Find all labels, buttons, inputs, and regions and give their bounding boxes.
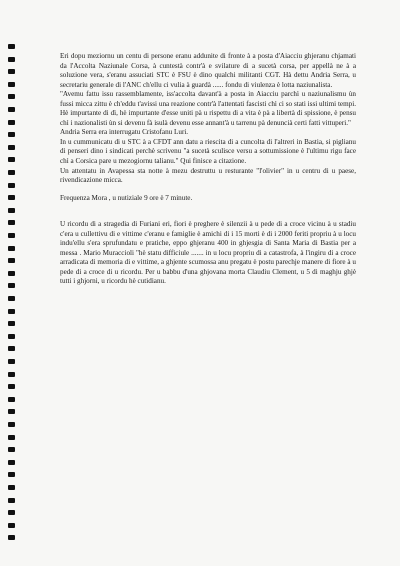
binding-hole [8, 334, 15, 339]
binding-hole [8, 258, 15, 263]
page-text-body [60, 52, 356, 287]
binding-hole [8, 94, 15, 99]
binding-hole [8, 346, 15, 351]
binding-hole [8, 485, 15, 490]
binding-hole [8, 246, 15, 251]
binding-hole [8, 397, 15, 402]
binding-hole [8, 409, 15, 414]
binding-hole [8, 447, 15, 452]
binding-hole [8, 208, 15, 213]
binding-hole [8, 460, 15, 465]
binding-hole [8, 283, 15, 288]
binding-hole [8, 296, 15, 301]
binding-hole [8, 44, 15, 49]
binding-hole [8, 523, 15, 528]
binding-hole [8, 498, 15, 503]
binding-hole [8, 145, 15, 150]
binding-hole [8, 472, 15, 477]
binding-hole [8, 422, 15, 427]
binding-hole [8, 220, 15, 225]
binding-hole [8, 359, 15, 364]
binding-hole [8, 57, 15, 62]
paragraph-news-bulletin: Frequenza Mora , u nutiziale 9 ore è 7 minute. [60, 193, 193, 202]
binding-hole [8, 384, 15, 389]
paragraph-attentat: Un attentatu in Avapessa sta notte à mezu destruttu u resturante "l'olivier" in u centru di u paese, rivendicazione micca. [60, 166, 356, 185]
binding-hole [8, 82, 15, 87]
paragraph-intro: Eri dopu meziornu un centu di persone eranu addunite di fronte à a posta d'Aiacciu ghjeranu chjamati da l'Accolta Naziunale Corsa, à cuntestà contr'à e svilature di a sucetà corsa, per appellà ne à a soluzione vera, s'eranu assuciati STC è FSU è dino qualchi militanti CGT. Hà dettu Andria Serra, u secretariu generale di l'ANC ch'ellu ci vulia à guardà ...... fondu di viulenza è lotta naziunalista. [60, 52, 356, 89]
binding-hole [8, 120, 15, 125]
binding-hole [8, 435, 15, 440]
binding-hole [8, 535, 15, 540]
binding-hole [8, 271, 15, 276]
binding-hole [8, 309, 15, 314]
binding-hole [8, 510, 15, 515]
binding-hole [8, 195, 15, 200]
binding-hole [8, 69, 15, 74]
binding-hole [8, 183, 15, 188]
paragraph-attribution: Andria Serra era interrugatu Cristofanu Luri. [60, 128, 189, 137]
paragraph-gap [60, 186, 356, 194]
binding-hole [8, 157, 15, 162]
binding-hole [8, 321, 15, 326]
binding-hole [8, 233, 15, 238]
paragraph-quote: "Avemu fattu issu rassemblamente, iss'accolta davant'à a posta in Aiacciu parchì u naziunalismu ùn fussi micca zittu è ch'eddu t'avissi una reazione contr'à l'attentati fascisti chì ci so stati issi ultimi tempi. Hè impurtante di dì, hè impurtante d'esse uniti pà u rispettu di a vita è pà a libertà di spissione, è pensu chì i nazionalisti ùn si devenu fà isulà devenu esse annant'à u tarrenu pà denuncià certi fatti vittuperi." [60, 90, 356, 127]
binding-hole [8, 170, 15, 175]
paragraph-furiani: U ricordu di a stragedia di Furiani eri, fiori è preghere è silenzii à u pede di a croce vicinu à u stadiu c'era u cullettivu di e vittime c'eranu e famiglie è amichi di i 15 morti è di i 2000 feriti propriu à u locu indu'ellu s'era sprufundatu e pratiche, eppo ghjeranu 400 in ghjesgia di Santa Maria di Bastia per a messa . Mario Muraccioli "hè statu difficiule ....... in u locu propriu di a catastrofa, à l'ingiru di a croce arradicata di memoria di e vittime, a ghjente scumossa anu pregatu è postu parechje manere di fiore à u pede di a croce di u ricordu. Per u babbu d'una ghjovana morta Claudiu Clement, u 5 di maghju ghjè tutti i ghjorni, u ricordu hè cutidianu. [60, 220, 356, 286]
paragraph-gap [60, 203, 356, 220]
binding-hole [8, 107, 15, 112]
binding-hole [8, 372, 15, 377]
binding-hole [8, 132, 15, 137]
spiral-binding [8, 44, 16, 554]
paragraph-stc-communique: In u cummunicatu di u STC à a CFDT ann datu a riescita di a cuncolta di l'altreri in Bastia, si piglianu di penseri dino i sindicati perchè scrivenu "a sucetà sculisce versu a sottumissione è l'ultimu rigu face chì a Corsica pare u mezogiornu talianu." Qui finisce a citazione. [60, 137, 356, 166]
